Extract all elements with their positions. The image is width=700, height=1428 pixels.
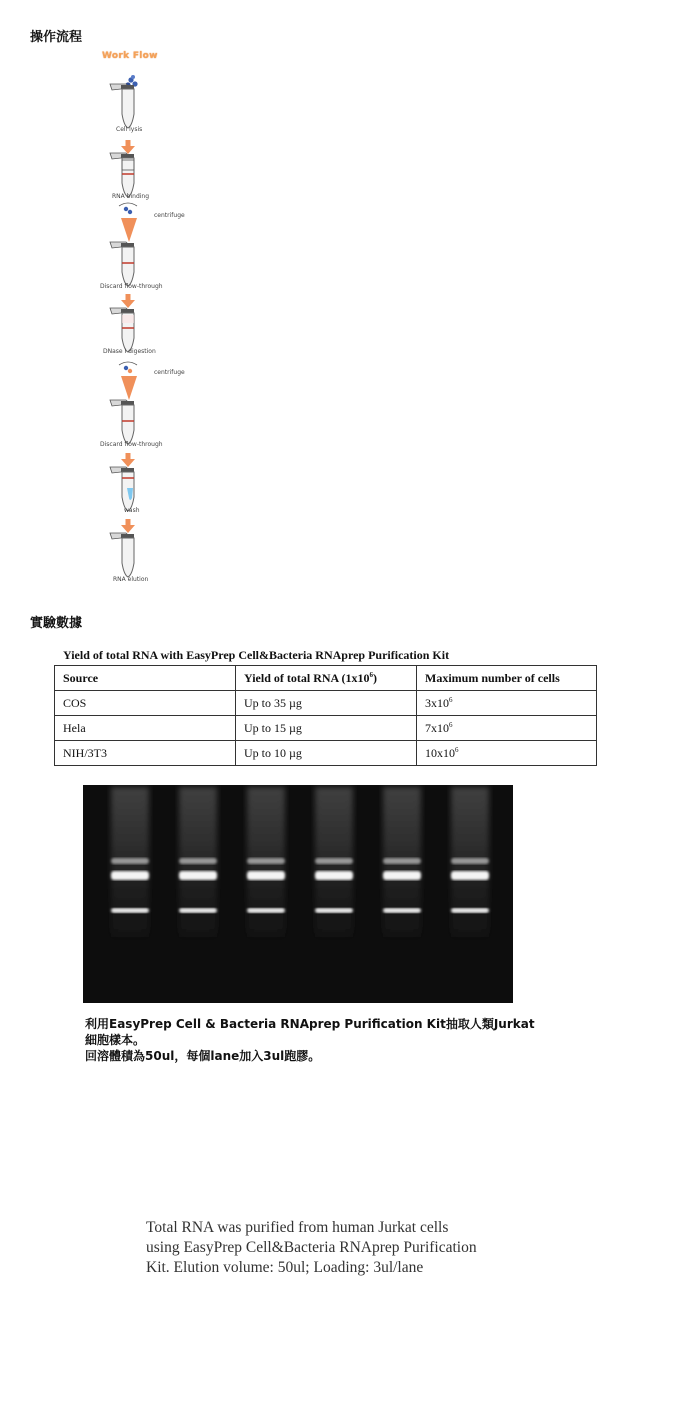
down-arrow-icon: [121, 140, 135, 154]
tube-icon: [110, 84, 134, 128]
down-arrow-icon: [121, 294, 135, 308]
step-label-discard: Discard flow-through: [100, 441, 163, 448]
gel-band: [383, 858, 421, 864]
workflow-badge: Work Flow: [102, 51, 158, 61]
caption-en-line: Kit. Elution volume: 50ul; Loading: 3ul/lane: [146, 1259, 424, 1276]
step-label-wash: wash: [124, 507, 140, 514]
table-header-row: [55, 666, 597, 691]
workflow-heading: 操作流程: [30, 30, 83, 45]
gel-band: [315, 858, 353, 864]
gel-band: [179, 858, 217, 864]
down-arrow-icon: [121, 218, 137, 242]
cell-source: Hela: [55, 716, 236, 741]
cell-max-cells: $3x10^6$: [417, 691, 597, 716]
caption-en-line: Total RNA was purified from human Jurkat cells: [146, 1219, 449, 1236]
table-title: Yield of total RNA with EasyPrep Cell&Bacteria RNAprep Purification Kit: [63, 648, 450, 662]
gel-band: [451, 908, 489, 913]
gel-band: [383, 871, 421, 880]
gel-band: [247, 858, 285, 864]
gel-band: [179, 871, 217, 880]
down-arrow-icon: [121, 453, 135, 467]
table-row: [55, 716, 597, 741]
column-tube-icon: [110, 242, 134, 286]
header-max-cells: Maximum number of cells: [417, 666, 597, 691]
gel-band: [247, 908, 285, 913]
gel-band: [179, 908, 217, 913]
gel-band: [383, 908, 421, 913]
step-label-cell-lysis: Cell lysis: [116, 126, 143, 133]
gel-band: [111, 858, 149, 864]
column-tube-icon: [110, 400, 134, 444]
centrifuge-icon: [119, 362, 137, 373]
gel-band: [111, 871, 149, 880]
down-arrow-icon: [121, 519, 135, 533]
column-tube-icon: [110, 308, 134, 352]
cell-source: NIH/3T3: [55, 741, 236, 766]
centrifuge-icon: [119, 203, 137, 214]
caption-zh-line: 利用EasyPrep Cell & Bacteria RNAprep Purification Kit抽取人類Jurkat: [85, 1017, 535, 1031]
tube-icon: [110, 533, 134, 577]
gel-band: [111, 908, 149, 913]
yield-table: [54, 665, 597, 766]
gel-band: [451, 858, 489, 864]
gel-band: [247, 871, 285, 880]
table-row: [55, 691, 597, 716]
gel-lane: [451, 787, 489, 937]
gel-band: [451, 871, 489, 880]
cell-yield: Up to 10 µg: [236, 741, 417, 766]
step-label-discard: Discard flow-through: [100, 283, 163, 290]
caption-en-line: using EasyPrep Cell&Bacteria RNAprep Purification: [146, 1239, 477, 1256]
gel-lane: [315, 787, 353, 937]
gel-lane: [111, 787, 149, 937]
caption-zh: [85, 1016, 545, 1064]
cell-max-cells: $7x10^6$: [417, 716, 597, 741]
header-source: Source: [55, 666, 236, 691]
cell-yield: Up to 15 µg: [236, 716, 417, 741]
cell-source: COS: [55, 691, 236, 716]
header-yield: Yield of total RNA $(1x10^6)$: [236, 666, 417, 691]
down-arrow-icon: [121, 376, 137, 400]
cell-max-cells: $10x10^6$: [417, 741, 597, 766]
cell-yield: Up to 35 µg: [236, 691, 417, 716]
step-label-centrifuge: centrifuge: [154, 212, 185, 219]
column-tube-icon: [110, 153, 134, 197]
workflow-diagram: [95, 66, 205, 586]
step-label-rna-binding: RNA binding: [112, 193, 150, 200]
table-row: [55, 741, 597, 766]
gel-band: [315, 908, 353, 913]
caption-en: [146, 1218, 566, 1278]
gel-lane: [383, 787, 421, 937]
step-label-centrifuge: centrifuge: [154, 369, 185, 376]
gel-band: [315, 871, 353, 880]
data-heading: 實驗數據: [30, 616, 83, 631]
gel-electrophoresis-image: [83, 785, 513, 1003]
gel-lane: [247, 787, 285, 937]
wash-tube-icon: [110, 467, 134, 511]
step-label-dnase: DNase I digestion: [103, 348, 156, 355]
step-label-elution: RNA elution: [113, 576, 149, 583]
gel-lane: [179, 787, 217, 937]
caption-zh-line: 細胞樣本。: [85, 1033, 146, 1047]
caption-zh-line: 回溶體積為50ul，每個lane加入3ul跑膠。: [85, 1049, 321, 1063]
